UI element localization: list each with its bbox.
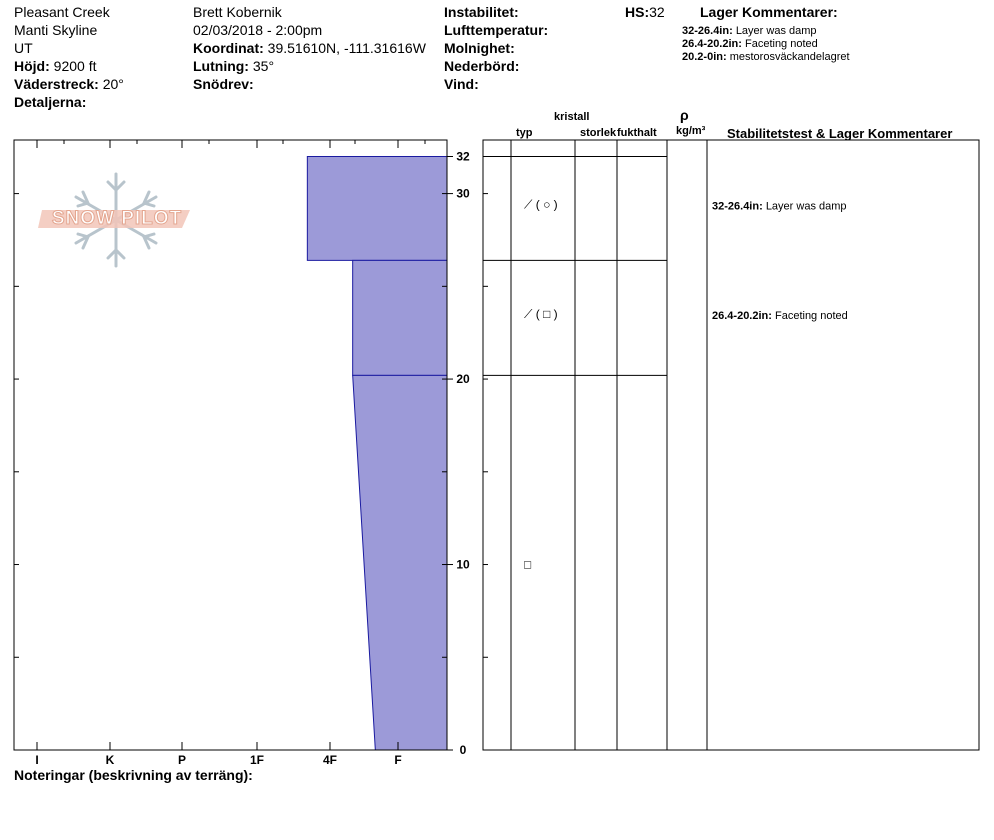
depth-tick-label: 20 (456, 372, 470, 387)
elevation-label: Höjd: (14, 58, 50, 74)
depth-tick-label: 10 (456, 557, 470, 572)
slope-label: Lutning: (193, 58, 249, 74)
grain-type-symbol: ⟋ ( □ ) (524, 306, 558, 321)
hardness-tick-label: 1F (249, 753, 265, 767)
hardness-layer-bar (353, 260, 447, 375)
rho-header: ρ (680, 107, 689, 123)
elevation-value: 9200 ft (53, 58, 97, 74)
zone-name: Manti Skyline (14, 22, 98, 38)
details-label: Detaljerna: (14, 94, 87, 110)
hs-label: HS: (625, 4, 650, 20)
slope-value: 35° (252, 58, 275, 74)
drift-label: Snödrev: (193, 76, 254, 92)
stability-layer-comment: 26.4-20.2in: Faceting noted (712, 309, 848, 322)
moisture-header: fukthalt (617, 127, 657, 139)
precip-label: Nederbörd: (444, 58, 520, 74)
density-unit-header: kg/m³ (676, 125, 706, 137)
hardness-tick-label: K (105, 753, 115, 767)
size-header: storlek (580, 127, 617, 139)
observer-name: Brett Kobernik (193, 4, 282, 20)
terrain-notes-label: Noteringar (beskrivning av terräng): (14, 767, 253, 783)
layer-comment-range: 20.2-0in: (682, 51, 727, 63)
layer-comment-text: Layer was damp (735, 25, 817, 37)
layer-comment-text: Faceting noted (744, 38, 818, 50)
stability-header: Stabilitetstest & Lager Kommentarer (727, 126, 953, 141)
layer-comments-title: Lager Kommentarer: (700, 4, 838, 20)
coordinates-value: 39.51610N, -111.31616W (267, 40, 426, 56)
wind-label: Vind: (444, 76, 479, 92)
hardness-tick-label: F (394, 753, 402, 767)
coordinates-label: Koordinat: (193, 40, 264, 56)
instability-label: Instabilitet: (444, 4, 519, 20)
layer-comment-range: 26.4-20.2in: (682, 38, 742, 50)
observation-datetime: 02/03/2018 - 2:00pm (193, 22, 323, 38)
grain-type-symbol: ⟋ ( ○ ) (524, 197, 558, 212)
sky-label: Molnighet: (444, 40, 515, 56)
hardness-tick-label: 4F (322, 753, 338, 767)
aspect-value: 20° (102, 76, 124, 92)
layer-comment-text: mestorosväckandelagret (729, 51, 850, 63)
grain-type-symbol: □ (524, 557, 532, 572)
hardness-tick-label: I (35, 753, 39, 767)
location-name: Pleasant Creek (14, 4, 110, 20)
state-name: UT (14, 40, 33, 56)
logo-text: SNOW PILOT (51, 208, 183, 229)
hardness-tick-label: P (177, 753, 187, 767)
hardness-layer-bar (353, 375, 447, 750)
layer-table-frame (483, 140, 979, 750)
depth-tick-label: 32 (456, 149, 470, 164)
type-header: typ (516, 127, 533, 139)
hs-value: 32 (649, 4, 665, 20)
stability-layer-comment: 32-26.4in: Layer was damp (712, 200, 847, 213)
layer-comment-range: 32-26.4in: (682, 25, 733, 37)
crystal-header: kristall (554, 111, 590, 123)
depth-tick-label: 30 (456, 186, 470, 201)
hardness-layer-bar (307, 157, 447, 261)
air-temp-label: Lufttemperatur: (444, 22, 549, 38)
aspect-label: Väderstreck: (14, 76, 99, 92)
depth-tick-label: 0 (459, 743, 467, 757)
